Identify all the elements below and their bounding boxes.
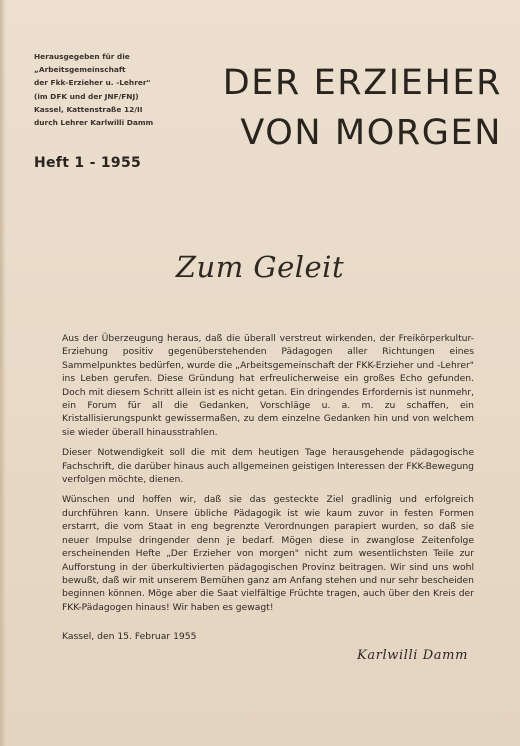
- issue-number: Heft 1 - 1955: [34, 155, 142, 171]
- place-date: Kassel, den 15. Februar 1955: [62, 631, 197, 642]
- paragraph: Aus der Überzeugung heraus, daß die überall verstreut wirkenden, der Freikörperkultur-Erziehung positiv gegenüberstehenden Pädagogen aller Richtungen eines Sammelpunktes bedürfen, wurde die „Arbeitsgemeinschaft der FKK-Erzieher und -Lehrer" ins Leben gerufen. Diese Gründung hat erfreulicherweise ein großes Echo gefunden. Doch mit diesem Schritt allein ist es nicht getan. Ein dringendes Erfordernis ist nunmehr, ein Forum für all die Gedanken, Vorschläge u. a. m. zu schaffen, ein Kristallisierungspunkt gewissermaßen, zu dem einzelne Gedanken hin und von welchem sie wieder überall hinausstrahlen.: [62, 333, 474, 438]
- publisher-line: „Arbeitsgemeinschaft: [34, 65, 126, 75]
- publisher-line: Kassel, Kattenstraße 12/II: [34, 104, 143, 114]
- article-body: [62, 332, 474, 621]
- article-heading: Zum Geleit: [175, 250, 345, 284]
- signature: Karlwilli Damm: [357, 648, 468, 663]
- publisher-info: [34, 50, 169, 129]
- paragraph: Wünschen und hoffen wir, daß sie das gesteckte Ziel gradlinig und erfolgreich durchführen kann. Unsere übliche Pädagogik ist wie kaum zuvor in festen Formen erstarrt, die vom Staat in eng begrenzte Verordnungen parapiert wurden, so daß sie neuer Impulse dringender denn je bedarf. Mögen diese in zwanglose Zeitenfolge erscheinenden Hefte „Der Erzieher von morgen" nicht zum wesentlichsten Teile zur Aufforstung in der überkultivierten pädagogischen Provinz beitragen. Wir sind uns wohl bewußt, daß wir mit unserem Bemühen ganz am Anfang stehen und nur sehr bescheiden beginnen können. Möge aber die Saat vielfältige Früchte tragen, auch über den Kreis der FKK-Pädagogen hinaus! Wir haben es gewagt!: [62, 494, 474, 613]
- paragraph: Dieser Notwendigkeit soll die mit dem heutigen Tage herausgehende pädagogische Fachschrift, die darüber hinaus auch allgemeinen geistigen Interessen der FKK-Bewegung verfolgen möchte, dienen.: [62, 447, 475, 486]
- publication-title: [152, 58, 502, 158]
- publisher-line: der Fkk-Erzieher u. -Lehrer": [34, 78, 151, 88]
- title-line-2: VON MORGEN: [240, 113, 502, 153]
- title-line-1: DER ERZIEHER: [222, 63, 502, 103]
- publisher-line: Herausgegeben für die: [34, 52, 130, 61]
- publisher-line: durch Lehrer Karlwilli Damm: [34, 118, 154, 128]
- masthead: [34, 50, 504, 170]
- publisher-line: (im DFK und der JNF/FNJ): [34, 91, 139, 101]
